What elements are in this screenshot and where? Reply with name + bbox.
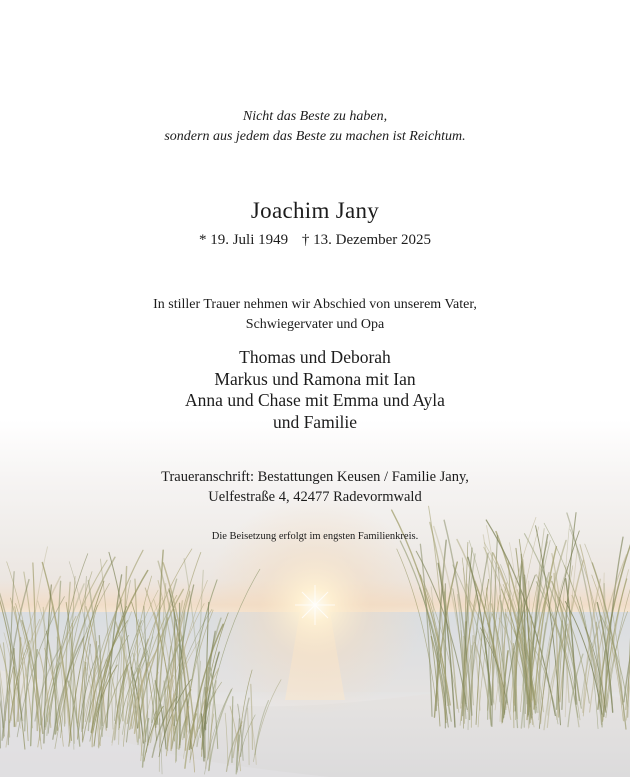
address-line-1: Traueranschrift: Bestattungen Keusen / Familie Jany, bbox=[161, 469, 469, 485]
intro-line-1: In stiller Trauer nehmen wir Abschied von unserem Vater, bbox=[153, 297, 477, 312]
address-line-2: Uelfestraße 4, 42477 Radevormwald bbox=[208, 489, 422, 505]
mourner-line: Markus und Ramona mit Ian bbox=[214, 368, 416, 389]
life-dates bbox=[0, 232, 630, 249]
mourner-line: Thomas und Deborah bbox=[239, 347, 391, 367]
quote-line-2: sondern aus jedem das Beste zu machen ist Reichtum. bbox=[164, 129, 466, 144]
burial-note: Die Beisetzung erfolgt im engsten Familienkreis. bbox=[211, 531, 419, 542]
quote bbox=[0, 107, 630, 147]
deceased-name: Joachim Jany bbox=[250, 198, 380, 223]
mourners-list bbox=[0, 347, 630, 433]
death-date: † 13. Dezember 2025 bbox=[301, 232, 432, 248]
mourning-intro bbox=[0, 295, 630, 335]
condolence-address bbox=[0, 467, 630, 507]
mourner-line: Anna und Chase mit Emma und Ayla bbox=[185, 390, 445, 410]
quote-line-1: Nicht das Beste zu haben, bbox=[242, 109, 388, 124]
mourner-line: und Familie bbox=[272, 411, 358, 432]
intro-line-2: Schwiegervater und Opa bbox=[245, 317, 385, 332]
birth-date: * 19. Juli 1949 bbox=[198, 232, 289, 248]
